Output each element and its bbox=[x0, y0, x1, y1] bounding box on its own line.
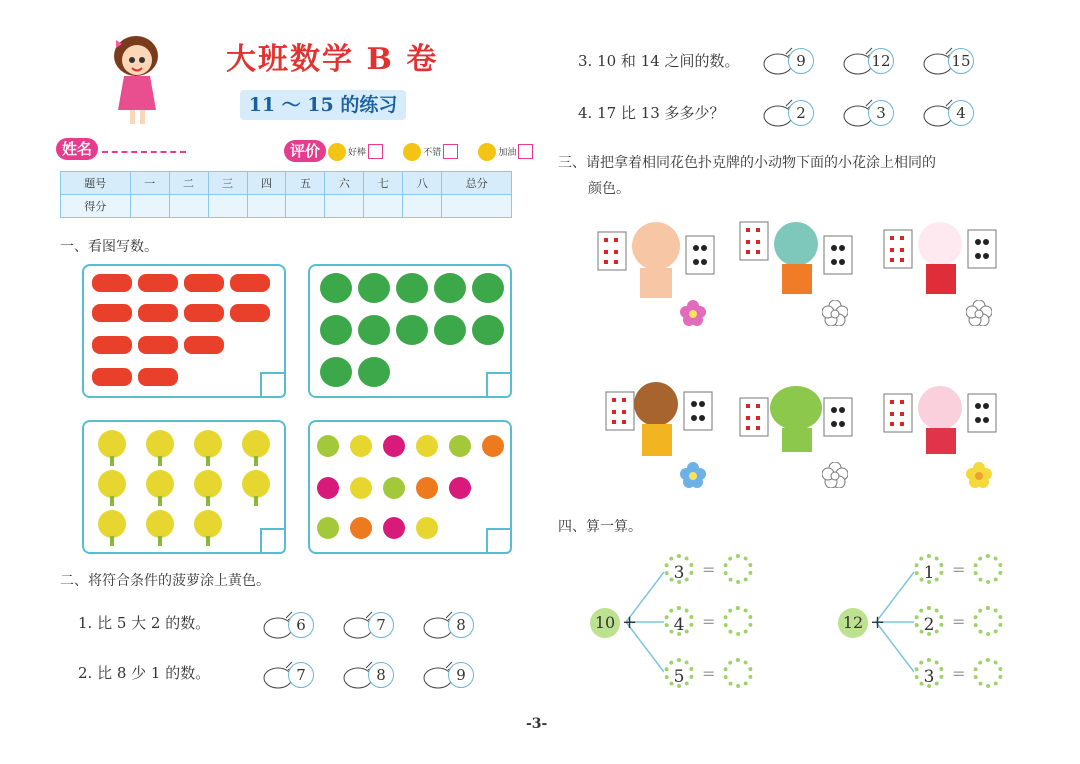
picture-box-frogs bbox=[308, 264, 512, 398]
option-number: 4 bbox=[948, 100, 974, 126]
answer-circle[interactable] bbox=[973, 658, 1003, 688]
option-number: 12 bbox=[868, 48, 894, 74]
table-row-label: 得分 bbox=[61, 195, 131, 218]
answer-circle[interactable] bbox=[973, 606, 1003, 636]
plus-sign: + bbox=[870, 612, 886, 633]
equation-row bbox=[914, 554, 1003, 584]
addend: 5 bbox=[664, 658, 694, 688]
equation-row bbox=[914, 658, 1003, 688]
table-header-cell: 六 bbox=[325, 172, 364, 195]
flower-icon[interactable] bbox=[966, 462, 992, 488]
picture-box-cars bbox=[82, 264, 286, 398]
equals-sign: = bbox=[952, 663, 966, 683]
addend: 4 bbox=[664, 606, 694, 636]
sad-face-icon bbox=[478, 143, 496, 161]
pineapple-options bbox=[762, 46, 1002, 76]
answer-circle[interactable] bbox=[723, 554, 753, 584]
addend: 2 bbox=[914, 606, 944, 636]
table-header-cell: 七 bbox=[364, 172, 403, 195]
rating-checkbox[interactable] bbox=[518, 144, 533, 159]
picture-box-balls bbox=[308, 420, 512, 554]
table-header-cell: 三 bbox=[208, 172, 247, 195]
equals-sign: = bbox=[702, 663, 716, 683]
flower-icons bbox=[84, 422, 284, 552]
flower-icon[interactable] bbox=[966, 300, 992, 326]
equation-row bbox=[664, 658, 753, 688]
question-text: 3. 10 和 14 之间的数。 bbox=[578, 52, 740, 70]
score-cell[interactable] bbox=[364, 195, 403, 218]
pineapple-option[interactable] bbox=[342, 660, 394, 690]
section4-title: 四、算一算。 bbox=[558, 519, 642, 535]
animal-rabbit-with-cards bbox=[882, 376, 1002, 466]
equation-row bbox=[664, 554, 753, 584]
option-number: 9 bbox=[788, 48, 814, 74]
pineapple-option[interactable] bbox=[262, 610, 314, 640]
section2-title: 二、将符合条件的菠萝涂上黄色。 bbox=[60, 573, 270, 589]
pineapple-options bbox=[262, 660, 502, 690]
animal-frog-with-cards bbox=[738, 376, 858, 466]
equals-sign: = bbox=[702, 559, 716, 579]
answer-box[interactable] bbox=[260, 528, 286, 554]
option-number: 2 bbox=[788, 100, 814, 126]
equation-row bbox=[664, 606, 753, 636]
question-text: 2. 比 8 少 1 的数。 bbox=[78, 664, 211, 682]
option-number: 15 bbox=[948, 48, 974, 74]
addend: 1 bbox=[914, 554, 944, 584]
animal-pig-with-cards bbox=[596, 214, 716, 304]
page-title: 大班数学 B 卷 bbox=[226, 42, 439, 77]
equation-row bbox=[914, 606, 1003, 636]
pineapple-options bbox=[762, 98, 1002, 128]
pineapple-option[interactable] bbox=[922, 46, 974, 76]
option-number: 7 bbox=[288, 662, 314, 688]
table-header-cell: 二 bbox=[169, 172, 208, 195]
section3-title-cont: 颜色。 bbox=[588, 181, 630, 197]
answer-circle[interactable] bbox=[973, 554, 1003, 584]
name-field[interactable] bbox=[102, 151, 186, 153]
score-cell[interactable] bbox=[403, 195, 442, 218]
score-cell[interactable] bbox=[325, 195, 364, 218]
name-label: 姓名 bbox=[56, 138, 98, 160]
evaluation-label: 评价 bbox=[284, 140, 326, 162]
rating-checkbox[interactable] bbox=[368, 144, 383, 159]
score-cell[interactable] bbox=[247, 195, 286, 218]
flower-icon[interactable] bbox=[680, 462, 706, 488]
pineapple-options bbox=[262, 610, 502, 640]
pineapple-option[interactable] bbox=[422, 660, 474, 690]
score-table bbox=[60, 171, 512, 218]
rating-label: 不错 bbox=[423, 148, 442, 158]
score-cell[interactable] bbox=[208, 195, 247, 218]
option-number: 7 bbox=[368, 612, 394, 638]
score-cell[interactable] bbox=[169, 195, 208, 218]
pineapple-option[interactable] bbox=[842, 98, 894, 128]
score-cell[interactable] bbox=[442, 195, 512, 218]
answer-box[interactable] bbox=[486, 528, 512, 554]
table-header-cell: 题号 bbox=[61, 172, 131, 195]
flower-icon[interactable] bbox=[680, 300, 706, 326]
car-icons bbox=[84, 266, 284, 396]
answer-box[interactable] bbox=[486, 372, 512, 398]
option-number: 6 bbox=[288, 612, 314, 638]
pineapple-option[interactable] bbox=[422, 610, 474, 640]
table-header-cell: 总分 bbox=[442, 172, 512, 195]
pineapple-option[interactable] bbox=[262, 660, 314, 690]
girl-illustration bbox=[104, 30, 170, 130]
flower-icon[interactable] bbox=[822, 300, 848, 326]
plus-sign: + bbox=[622, 612, 638, 633]
pineapple-option[interactable] bbox=[922, 98, 974, 128]
score-table-row bbox=[61, 195, 512, 218]
rating-label: 加油 bbox=[498, 148, 517, 158]
picture-box-flowers bbox=[82, 420, 286, 554]
pineapple-option[interactable] bbox=[762, 98, 814, 128]
equals-sign: = bbox=[952, 611, 966, 631]
score-cell[interactable] bbox=[130, 195, 169, 218]
frog-icons bbox=[310, 266, 510, 396]
addend: 3 bbox=[664, 554, 694, 584]
rating-checkbox[interactable] bbox=[443, 144, 458, 159]
option-number: 8 bbox=[448, 612, 474, 638]
table-header-cell: 八 bbox=[403, 172, 442, 195]
addend: 3 bbox=[914, 658, 944, 688]
animal-mouse-with-cards bbox=[738, 214, 858, 304]
start-number: 12 bbox=[838, 608, 868, 638]
score-table-header-row bbox=[61, 172, 512, 195]
question-text: 1. 比 5 大 2 的数。 bbox=[78, 614, 211, 632]
smile-face-icon bbox=[328, 143, 346, 161]
option-number: 9 bbox=[448, 662, 474, 688]
page-subtitle: 11 ～ 15 的练习 bbox=[240, 90, 406, 120]
section3-title: 三、请把拿着相同花色扑克牌的小动物下面的小花涂上相同的 bbox=[558, 155, 936, 171]
score-cell[interactable] bbox=[286, 195, 325, 218]
answer-box[interactable] bbox=[260, 372, 286, 398]
start-number: 10 bbox=[590, 608, 620, 638]
pineapple-option[interactable] bbox=[762, 46, 814, 76]
table-header-cell: 四 bbox=[247, 172, 286, 195]
rating-group bbox=[328, 141, 533, 161]
neutral-face-icon bbox=[403, 143, 421, 161]
rating-label: 好棒 bbox=[348, 148, 367, 158]
equals-sign: = bbox=[702, 611, 716, 631]
table-header-cell: 五 bbox=[286, 172, 325, 195]
pineapple-option[interactable] bbox=[342, 610, 394, 640]
animal-cat-with-cards bbox=[882, 214, 1002, 304]
question-text: 4. 17 比 13 多多少？ bbox=[578, 104, 725, 122]
flower-icon[interactable] bbox=[822, 462, 848, 488]
pineapple-option[interactable] bbox=[842, 46, 894, 76]
option-number: 3 bbox=[868, 100, 894, 126]
animal-monkey-with-cards bbox=[604, 376, 724, 466]
section1-title: 一、看图写数。 bbox=[60, 239, 158, 255]
ball-icons bbox=[310, 422, 510, 552]
page-number: -3- bbox=[526, 716, 548, 732]
table-header-cell: 一 bbox=[130, 172, 169, 195]
equals-sign: = bbox=[952, 559, 966, 579]
answer-circle[interactable] bbox=[723, 658, 753, 688]
option-number: 8 bbox=[368, 662, 394, 688]
answer-circle[interactable] bbox=[723, 606, 753, 636]
